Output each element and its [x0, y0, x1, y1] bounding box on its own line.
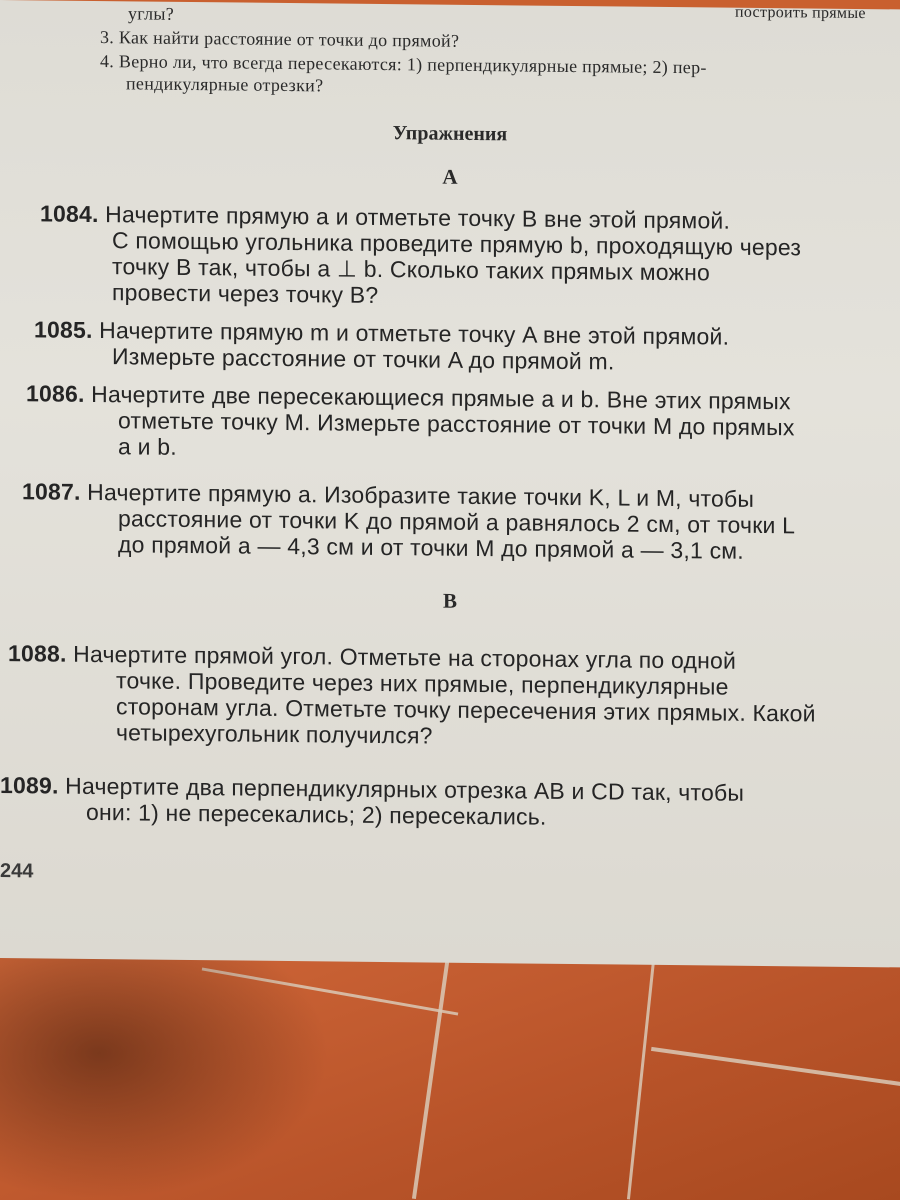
- exercise-1084: [40, 200, 801, 312]
- question-tail-right: построить прямые: [735, 3, 866, 23]
- exercise-line: точке. Проведите через них прямые, перпендикулярные: [116, 667, 729, 700]
- page-number: 244: [0, 860, 34, 883]
- exercise-line: провести через точку B?: [112, 279, 379, 308]
- question-3: 3. Как найти расстояние от точки до прямой?: [100, 27, 460, 51]
- exercise-line: Начертите прямую a. Изобразите такие точки K, L и M, чтобы: [87, 478, 755, 512]
- exercise-line: Измерьте расстояние от точки A до прямой m.: [112, 343, 615, 375]
- exercise-line: Начертите два перпендикулярных отрезка AB и CD так, чтобы: [65, 772, 745, 806]
- exercise-number: 1089.: [0, 772, 59, 799]
- exercise-line: расстояние от точки K до прямой a равнялось 2 см, от точки L: [118, 505, 796, 539]
- exercise-line: a и b.: [118, 433, 177, 460]
- group-b-label: В: [442, 588, 457, 613]
- section-title: Упражнения: [392, 122, 508, 146]
- exercise-1089: [0, 772, 744, 832]
- exercise-number: 1088.: [8, 640, 67, 667]
- exercise-number: 1084.: [40, 200, 99, 228]
- exercise-1088: [8, 640, 816, 752]
- exercise-line: сторонам угла. Отметьте точку пересечения этих прямых. Какой: [116, 693, 816, 727]
- exercise-1086: [26, 380, 795, 466]
- exercise-1087: [22, 478, 795, 564]
- exercise-line: Начертите прямую a и отметьте точку B вне этой прямой.: [105, 201, 731, 234]
- exercise-number: 1086.: [26, 380, 85, 407]
- exercise-line: до прямой a — 4,3 см и от точки M до прямой a — 3,1 см.: [118, 531, 744, 564]
- hand-shadow: [0, 955, 330, 1200]
- exercise-line: Начертите прямой угол. Отметьте на сторонах угла по одной: [73, 640, 737, 674]
- exercise-line: точку B так, чтобы a ⊥ b. Сколько таких прямых можно: [112, 253, 711, 286]
- exercise-line: С помощью угольника проведите прямую b, проходящую через: [112, 227, 802, 261]
- exercise-line: четырехугольник получился?: [116, 719, 433, 749]
- exercise-number: 1085.: [34, 316, 93, 343]
- question-4-line1: 4. Верно ли, что всегда пересекаются: 1) перпендикулярные прямые; 2) пер-: [100, 51, 707, 78]
- group-a-label: А: [442, 164, 458, 189]
- exercise-line: Начертите прямую m и отметьте точку A вне этой прямой.: [99, 317, 730, 350]
- question-4-line2: пендикулярные отрезки?: [126, 73, 324, 96]
- exercise-1085: [34, 316, 729, 375]
- exercise-line: они: 1) не пересекались; 2) пересекались.: [86, 798, 547, 830]
- exercise-number: 1087.: [22, 478, 81, 505]
- exercise-line: Начертите две пересекающиеся прямые a и b. Вне этих прямых: [91, 380, 791, 415]
- question-tail: углы?: [128, 3, 175, 24]
- exercise-line: отметьте точку M. Измерьте расстояние от точки M до прямых: [118, 407, 795, 441]
